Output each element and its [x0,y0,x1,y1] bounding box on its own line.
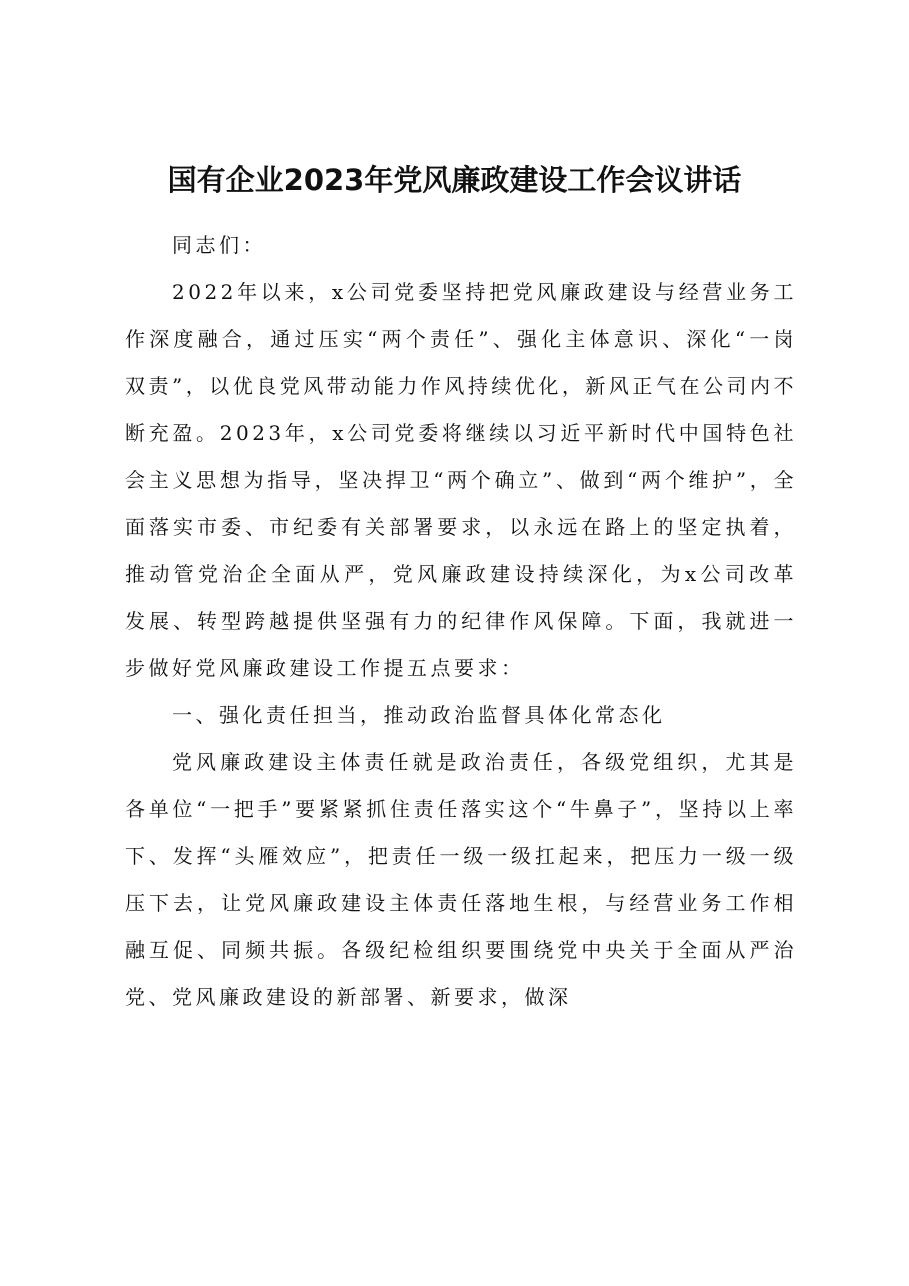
salutation-paragraph: 同志们： [172,233,266,257]
intro-paragraph: 2022年以来，x公司党委坚持把党风廉政建设与经营业务工作深度融合，通过压实“两个责任”、强化主体意识、深化“一岗双责”，以优良党风带动能力作风持续优化，新风正气在公司内不断充盈。2023年，x公司党委将继续以习近平新时代中国特色社会主义思想为指导，坚决捍卫“两个确立”、做到“两个维护”，全面落实市委、市纪委有关部署要求，以永远在路上的坚定执着，推动管党治企全面从严，党风廉政建设持续深化，为x公司改革发展、转型跨越提供坚强有力的纪律作风保障。下面，我就进一步做好党风廉政建设工作提五点要求： [125,280,797,680]
section-heading: 一、强化责任担当，推动政治监督具体化常态化 [172,703,666,727]
document-title: 国有企业2023年党风廉政建设工作会议讲话 [167,163,742,197]
section-paragraph: 党风廉政建设主体责任就是政治责任，各级党组织，尤其是各单位“一把手”要紧紧抓住责任落实这个“牛鼻子”，坚持以上率下、发挥“头雁效应”，把责任一级一级扛起来，把压力一级一级压下去，让党风廉政建设主体责任落地生根，与经营业务工作相融互促、同频共振。各级纪检组织要围绕党中央关于全面从严治党、党风廉政建设的新部署、新要求，做深 [125,750,797,1009]
document-body [125,222,797,1021]
